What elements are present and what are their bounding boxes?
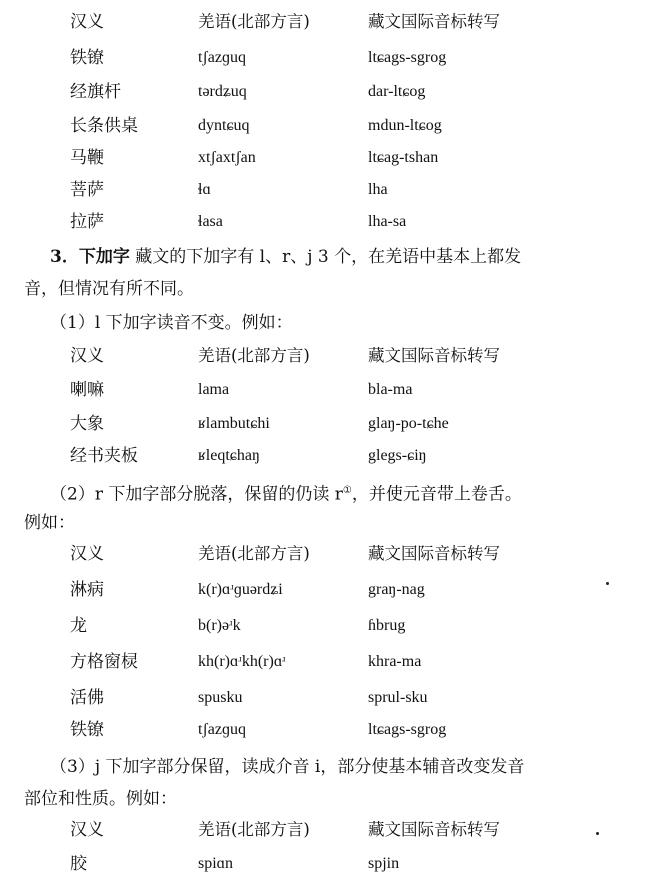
cell-meaning: 龙 [70, 616, 87, 636]
cell-tibetan: mdun-ltɕog [368, 117, 442, 134]
cell-tibetan: dar-ltɕog [368, 83, 426, 100]
sub-2-line-1 [50, 474, 522, 512]
cell-qiang: spusku [198, 689, 243, 706]
cell-meaning: 淋病 [70, 580, 104, 600]
sub-3-line-2: 部位和性质。例如： [24, 789, 177, 809]
header-qiang: 羌语(北部方言) [198, 12, 310, 31]
cell-meaning: 长条供桌 [70, 116, 138, 136]
cell-qiang: ɬɑ [198, 181, 211, 198]
footnote-marker: ① [342, 485, 352, 496]
cell-meaning: 经书夹板 [70, 446, 138, 466]
sub-2-line-2: 例如： [24, 513, 75, 533]
cell-tibetan: ltɕags-sgrog [368, 49, 447, 66]
header-tibetan: 藏文国际音标转写 [368, 544, 500, 563]
cell-qiang: spiɑn [198, 855, 234, 872]
header-meaning: 汉义 [70, 820, 104, 840]
cell-tibetan: graŋ-nag [368, 581, 425, 598]
scan-speck [606, 582, 609, 585]
section-3-title: 3．下加字 [50, 247, 130, 267]
cell-qiang: tʃazɡuq [198, 721, 246, 738]
cell-meaning: 胶 [70, 854, 87, 874]
cell-meaning: 马鞭 [70, 148, 104, 168]
cell-tibetan: lha [368, 181, 388, 198]
cell-qiang: tʃazɡuq [198, 49, 246, 66]
sub-1-text: （1）l 下加字读音不变。例如： [50, 313, 293, 333]
sub-2-text-a: （2）r 下加字部分脱落，保留的仍读 r [50, 484, 343, 505]
header-meaning: 汉义 [70, 544, 104, 564]
header-meaning: 汉义 [70, 12, 104, 32]
cell-meaning: 活佛 [70, 688, 104, 708]
header-tibetan: 藏文国际音标转写 [368, 346, 500, 365]
cell-meaning: 拉萨 [70, 212, 104, 232]
cell-tibetan: ltɕags-sgrog [368, 721, 447, 738]
cell-qiang: ɬasa [198, 213, 223, 230]
cell-tibetan: ɦbrug [368, 617, 406, 634]
cell-tibetan: ltɕag-tshan [368, 149, 439, 166]
sub-3-line-1: （3）j 下加字部分保留，读成介音 i，部分使基本辅音改变发音 [50, 757, 525, 777]
section-3-text: 藏文的下加字有 l、r、j 3 个，在羌语中基本上都发 [129, 247, 522, 267]
cell-qiang: xtʃaxtʃan [198, 149, 256, 166]
cell-qiang: ʁlambutɕhi [198, 415, 270, 432]
cell-qiang: dyntɕuq [198, 117, 250, 134]
cell-tibetan: glaŋ-po-tɕhe [368, 415, 449, 432]
scan-speck [596, 832, 599, 835]
cell-qiang: k(r)ɑʴɡuərdʑi [198, 581, 283, 598]
cell-meaning: 铁镣 [70, 48, 104, 68]
cell-meaning: 喇嘛 [70, 380, 104, 400]
cell-tibetan: bla-ma [368, 381, 413, 398]
cell-tibetan: khra-ma [368, 653, 422, 670]
header-meaning: 汉义 [70, 346, 104, 366]
sub-2-text-b: ，并使元音带上卷舌。 [351, 484, 522, 505]
section-3-line-1 [50, 240, 521, 274]
cell-meaning: 方格窗棂 [70, 652, 138, 672]
header-qiang: 羌语(北部方言) [198, 346, 310, 365]
cell-meaning: 铁镣 [70, 720, 104, 740]
cell-qiang: tərdʑuq [198, 83, 247, 100]
cell-tibetan: glegs-ɕiŋ [368, 447, 427, 464]
cell-qiang: ʁleqtɕhaŋ [198, 447, 260, 464]
header-tibetan: 藏文国际音标转写 [368, 12, 500, 31]
header-qiang: 羌语(北部方言) [198, 820, 310, 839]
cell-meaning: 菩萨 [70, 180, 104, 200]
cell-qiang: kh(r)ɑʴkh(r)ɑʴ [198, 653, 286, 670]
cell-tibetan: lha-sa [368, 213, 407, 230]
cell-meaning: 经旗杆 [70, 82, 121, 102]
cell-meaning: 大象 [70, 414, 104, 434]
section-3-line-2: 音，但情况有所不同。 [24, 279, 194, 299]
cell-tibetan: sprul-sku [368, 689, 428, 706]
header-qiang: 羌语(北部方言) [198, 544, 310, 563]
cell-qiang: lama [198, 381, 230, 398]
header-tibetan: 藏文国际音标转写 [368, 820, 500, 839]
cell-tibetan: spjin [368, 855, 400, 872]
cell-qiang: b(r)əʴk [198, 617, 241, 634]
